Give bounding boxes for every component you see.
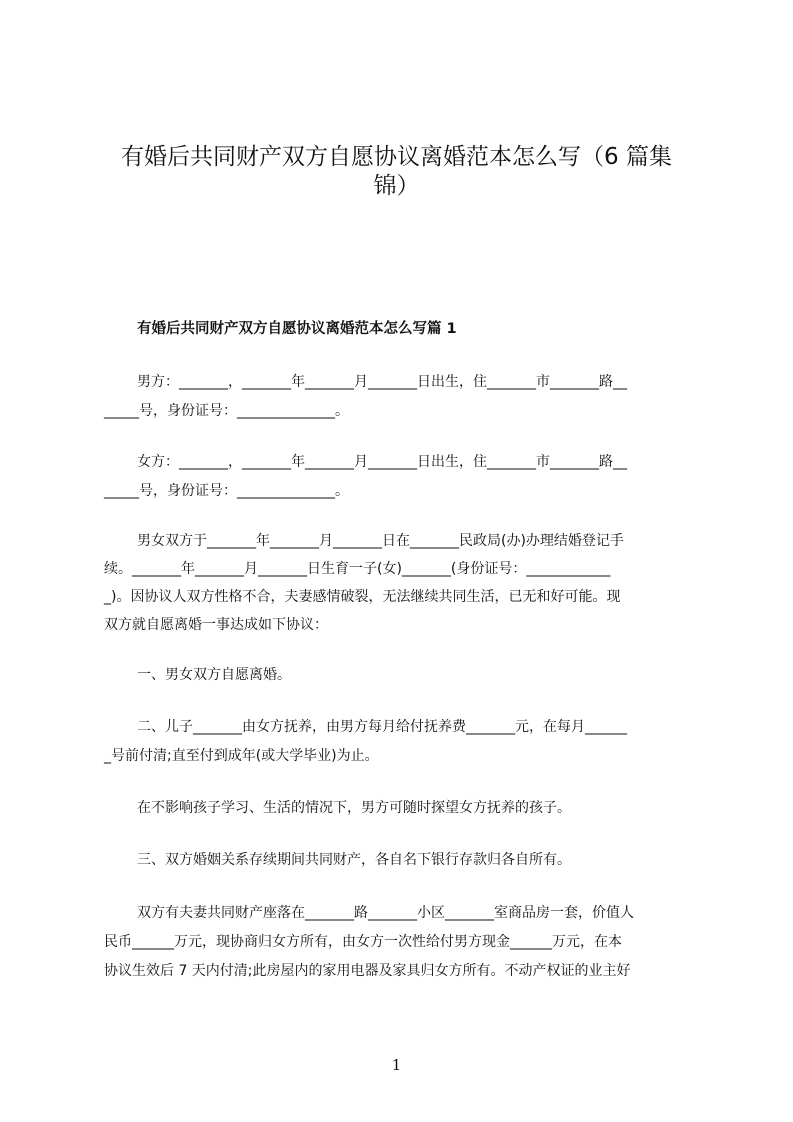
marriage-line3: _)。因协议人双方性格不合，夫妻感情破裂，无法继续共同生活，已无和好可能。现 [104, 589, 621, 605]
clause-2-line1: 二、儿子_______由女方抚养，由男方每月给付抚养费_______元，在每月______ [137, 719, 627, 735]
document-title-line2: 锦） [373, 173, 420, 199]
property-line3: 协议生效后 7 天内付清;此房屋内的家用电器及家具归女方所有。不动产权证的业主好 [104, 963, 631, 979]
clause-3: 三、双方婚姻关系存续期间共同财产，各自名下银行存款归各自所有。 [137, 852, 571, 868]
document-title [90, 143, 703, 201]
male-party-line2: _____号，身份证号：______________。 [104, 403, 349, 419]
marriage-line1: 男女双方于_______年_______月_______日在_______民政局(办)办理结婚登记手 [137, 533, 624, 549]
marriage-line4: 双方就自愿离婚一事达成如下协议： [104, 617, 328, 633]
page-number: 1 [391, 1056, 402, 1074]
female-party-line1: 女方：_______，_______年_______月_______日出生，住_______市_______路__ [137, 454, 627, 470]
clause-1: 一、男女双方自愿离婚。 [137, 667, 291, 683]
property-line1: 双方有夫妻共同财产座落在_______路_______小区_______室商品房一套，价值人 [137, 905, 634, 921]
visitation-paragraph: 在不影响孩子学习、生活的情况下，男方可随时探望女方抚养的孩子。 [137, 800, 571, 816]
female-party-line2: _____号，身份证号：______________。 [104, 483, 349, 499]
section-heading: 有婚后共同财产双方自愿协议离婚范本怎么写篇 1 [137, 321, 457, 337]
document-title-line1: 有婚后共同财产双方自愿协议离婚范本怎么写（6 篇集 [121, 144, 672, 170]
property-line2: 民币______万元，现协商归女方所有，由女方一次性给付男方现金______万元，在本 [104, 934, 622, 950]
clause-2-line2: _号前付清;直至付到成年(或大学毕业)为止。 [104, 748, 379, 764]
male-party-line1: 男方：_______，_______年_______月_______日出生，住_______市_______路__ [137, 374, 627, 390]
marriage-line2: 续。_______年_______月_______日生育一子(女)_______(身份证号：____________ [104, 561, 611, 577]
